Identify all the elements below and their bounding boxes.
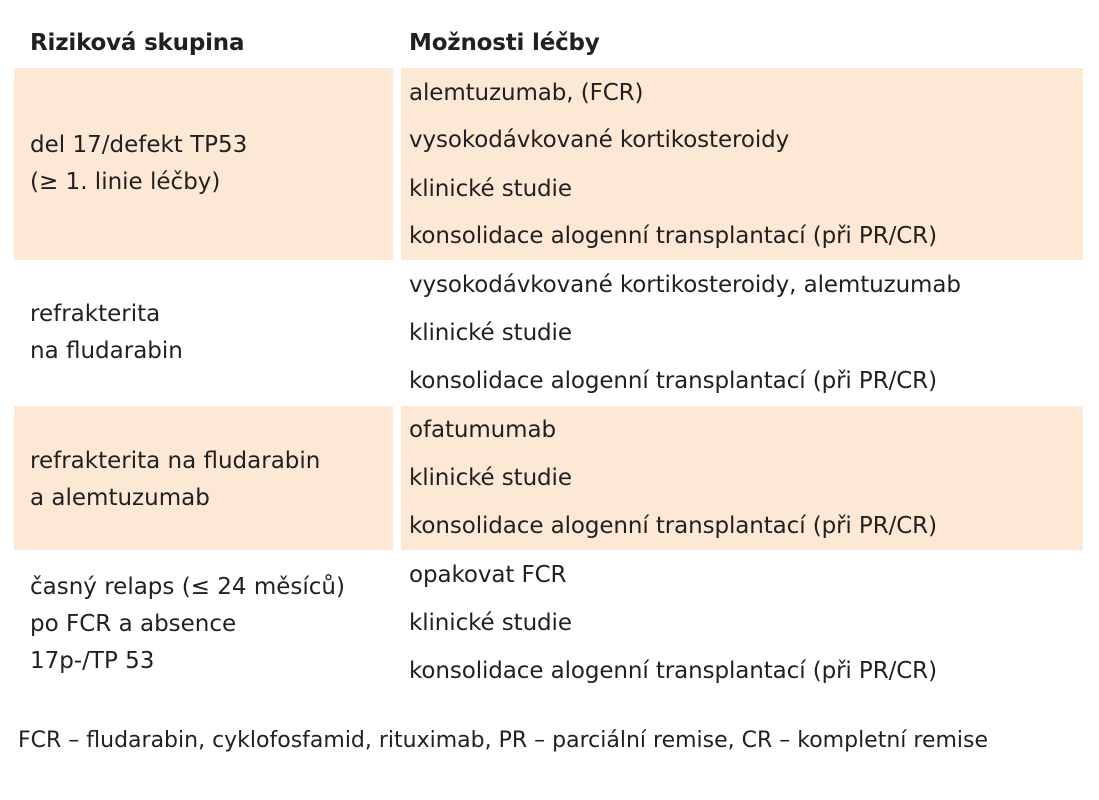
risk-group-label [30,443,390,517]
risk-group-label-line: (≥ 1. linie léčby) [30,169,221,195]
treatment-option: konsolidace alogenní transplantací (při PR/CR) [409,223,937,249]
treatment-option: ofatumumab [409,417,556,443]
table-row [0,552,1099,700]
treatment-option: vysokodávkované kortikosteroidy [409,127,790,153]
risk-group-label-line: po FCR a absence [30,611,237,637]
treatment-option: vysokodávkované kortikosteroidy, alemtuzumab [409,272,961,298]
risk-group-label-line: a alemtuzumab [30,485,210,511]
table-row [0,262,1099,404]
table-row [0,406,1099,550]
risk-group-label [30,127,390,201]
risk-group-label-line: refrakterita [30,301,161,327]
treatment-option: klinické studie [409,610,572,636]
risk-group-label-line: 17p-/TP 53 [30,648,155,674]
risk-group-label [30,569,390,680]
table-header-row [0,22,1099,66]
column-header-treatment-options: Možnosti léčby [409,30,600,56]
risk-group-label-line: refrakterita na fludarabin [30,448,321,474]
treatment-option: alemtuzumab, (FCR) [409,80,644,106]
risk-group-label-line: na fludarabin [30,338,183,364]
table-footnote: FCR – fludarabin, cyklofosfamid, rituximab, PR – parciální remise, CR – kompletní remise [18,728,989,753]
treatment-option: konsolidace alogenní transplantací (při PR/CR) [409,513,937,539]
risk-group-label-line: časný relaps (≤ 24 měsíců) [30,574,345,600]
risk-group-label-line: del 17/defekt TP53 [30,132,248,158]
treatment-option: opakovat FCR [409,562,567,588]
treatment-option: klinické studie [409,176,572,202]
risk-group-label [30,296,390,370]
treatment-option: klinické studie [409,465,572,491]
column-header-risk-group: Riziková skupina [30,30,245,56]
treatment-option: konsolidace alogenní transplantací (při PR/CR) [409,368,937,394]
treatment-option: konsolidace alogenní transplantací (při PR/CR) [409,658,937,684]
treatment-option: klinické studie [409,320,572,346]
table-row [0,68,1099,260]
